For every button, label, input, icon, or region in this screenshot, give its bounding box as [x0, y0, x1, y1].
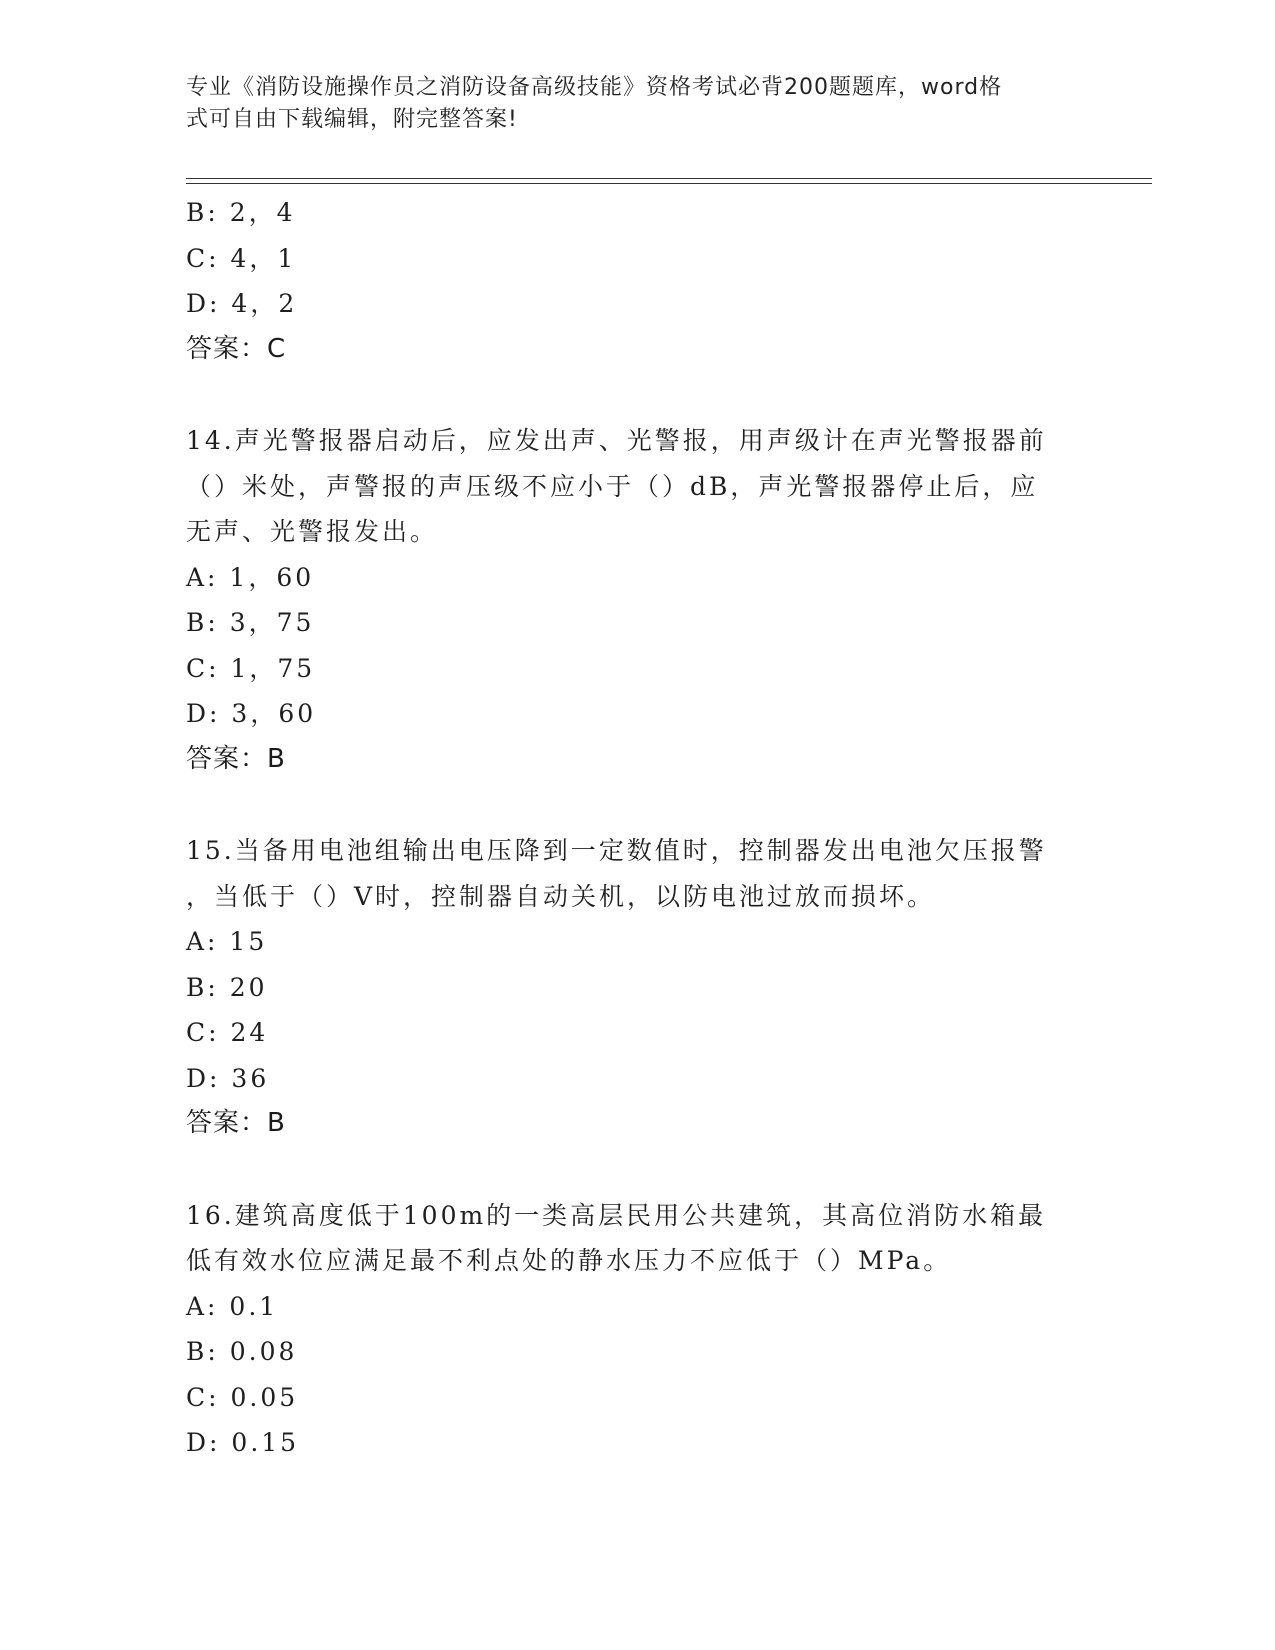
- option-b: B: 20: [186, 972, 268, 1002]
- document-header: [186, 72, 1066, 136]
- question-text-line: （）米处，声警报的声压级不应小于（）dB，声光警报器停止后，应: [186, 471, 1039, 501]
- option-b: B: 3，75: [186, 608, 315, 637]
- header-rule-bottom: [186, 183, 1152, 184]
- header-rule-top: [186, 178, 1152, 179]
- question-16: [186, 1193, 1066, 1466]
- option-a: A: 0.1: [186, 1291, 279, 1321]
- answer-line: 答案：B: [186, 1108, 286, 1138]
- option-a: A: 1，60: [186, 562, 315, 592]
- header-title-line-1: 专业《消防设施操作员之消防设备高级技能》资格考试必背200题题库，word格: [186, 75, 1003, 100]
- answer-line: 答案：B: [186, 743, 286, 774]
- question-text-line: 15.当备用电池组输出电压降到一定数值时，控制器发出电池欠压报警: [186, 836, 1047, 865]
- question-text-line: 无声、光警报发出。: [186, 517, 439, 546]
- header-title-line-2: 式可自由下载编辑，附完整答案!: [186, 107, 518, 132]
- option-d: D: 4，2: [186, 289, 298, 318]
- answer-line: 答案：C: [186, 333, 287, 364]
- question-list: [186, 190, 1066, 1466]
- question-15: [186, 828, 1066, 1147]
- option-a: A: 15: [186, 927, 268, 956]
- option-c: C: 0.05: [186, 1382, 299, 1412]
- option-d: D: 36: [186, 1063, 270, 1093]
- option-d: D: 0.15: [186, 1428, 300, 1457]
- option-b: B: 2，4: [186, 198, 296, 227]
- question-text-line: 14.声光警报器启动后，应发出声、光警报，用声级计在声光警报器前: [186, 426, 1047, 455]
- question-text-line: 低有效水位应满足最不利点处的静水压力不应低于（）MPa。: [186, 1246, 952, 1275]
- option-c: C: 24: [186, 1018, 269, 1047]
- option-c: C: 1，75: [186, 653, 316, 683]
- option-c: C: 4，1: [186, 243, 297, 273]
- question-14: [186, 418, 1066, 782]
- question-13-partial: [186, 190, 1066, 372]
- question-text-line: 16.建筑高度低于100m的一类高层民用公共建筑，其高位消防水箱最: [186, 1200, 1047, 1230]
- question-text-line: ，当低于（）V时，控制器自动关机，以防电池过放而损坏。: [186, 881, 936, 911]
- option-d: D: 3，60: [186, 699, 317, 728]
- option-b: B: 0.08: [186, 1337, 298, 1366]
